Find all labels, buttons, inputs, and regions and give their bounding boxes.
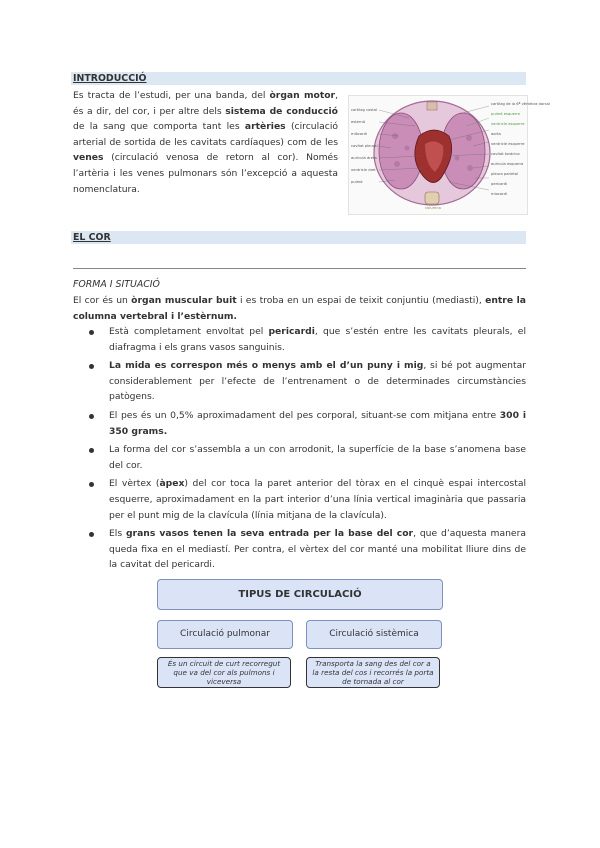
figure-label: pulmó xyxy=(351,180,363,184)
figure-label: pericardi xyxy=(491,182,508,186)
figure-label: columna xyxy=(425,206,441,210)
bullet-icon xyxy=(89,364,94,369)
figure-label: cavitat pleural xyxy=(351,144,378,148)
list-item: Està completament envoltat pel pericardi, que s’estén entre les cavitats pleurals, el diafragma i els grans vasos sanguinis. xyxy=(73,324,526,355)
list-item: La forma del cor s’assembla a un con arrodonit, la superfície de la base s’anomena base del cor. xyxy=(73,442,526,473)
pulmonary-description-box: És un circuit de curt recorregut que va del cor als pulmons i viceversa xyxy=(157,657,291,688)
section-bar-intro xyxy=(71,72,526,85)
systemic-circulation-box: Circulació sistèmica xyxy=(306,620,442,649)
bullet-icon xyxy=(89,448,94,453)
figure-label: miòcardi xyxy=(351,132,367,136)
bullet-icon xyxy=(89,330,94,335)
section-heading-cor: EL COR xyxy=(73,232,111,243)
figure-label: pleura parietal xyxy=(491,172,519,176)
figure-label: ventricle dret xyxy=(351,168,376,172)
heart-cross-section-figure xyxy=(348,95,550,215)
figure-label: aurícula dreta xyxy=(351,156,377,160)
figure-label: pulmó esquerre xyxy=(491,112,521,116)
intro-paragraph: Es tracta de l’estudi, per una banda, del òrgan motor, és a dir, del cor, i per altre dels sistema de conducció de la sang que comporta tant les artèries (circulació arterial de sortida de les cavitats cardíaques) com de les venes (circulació venosa de retorn al cor). Només l’artèria i les venes pulmonars són l’excepció a aquesta nomenclatura. xyxy=(73,90,338,195)
bullet-list xyxy=(73,324,526,576)
figure-label: ventricle esquerre xyxy=(491,122,525,126)
bullet-icon xyxy=(89,532,94,537)
bullet-icon xyxy=(89,414,94,419)
figure-label: miocardi xyxy=(491,192,507,196)
figure-label: aurícula esquerra xyxy=(491,162,524,166)
systemic-description-box: Transporta la sang des del cor a la resta del cos i recorrés la porta de tornada al cor xyxy=(306,657,440,688)
cor-intro-paragraph: El cor és un òrgan muscular buit i es troba en un espai de teixit conjuntiu (mediasti), entre la columna vertebral i l’estèrnum. xyxy=(73,295,526,322)
divider xyxy=(73,268,526,269)
figure-label: esternó xyxy=(351,120,365,124)
list-item: La mida es correspon més o menys amb el d’un puny i mig, si bé pot augmentar considerablement per l’efecte de l’entrenament o de determinades circumstàncies patògens. xyxy=(73,358,526,405)
list-item: El vèrtex (àpex) del cor toca la paret anterior del tòrax en el cinquè espai intercostal esquerre, aproximadament en la part interior d’una línia vertical imaginària que passaria per el punt mig de la clavícula (línia mitjana de la clavícula). xyxy=(73,476,526,523)
diagram-title-box: TIPUS DE CIRCULACIÓ xyxy=(157,579,443,610)
section-bar-cor xyxy=(71,231,526,244)
pulmonary-circulation-box: Circulació pulmonar xyxy=(157,620,293,649)
figure-label: cartílag de la 6ª vèrtebra dorsal xyxy=(491,102,550,106)
section-heading-intro: INTRODUCCIÓ xyxy=(73,73,147,84)
list-item: Els grans vasos tenen la seva entrada per la base del cor, que d’aquesta manera queda fixa en el mediastí. Per contra, el vèrtex del cor manté una mobilitat lliure dins de la cavitat del pericardi. xyxy=(73,526,526,573)
figure-label: ventricle esquerre xyxy=(491,142,525,146)
bullet-icon xyxy=(89,482,94,487)
figure-label: aorta xyxy=(491,132,501,136)
subheading-forma: FORMA I SITUACIÓ xyxy=(73,279,160,290)
figure-label: cartílag costal xyxy=(351,108,378,112)
figure-label: cavitat torácica xyxy=(491,152,520,156)
list-item: El pes és un 0,5% aproximadament del pes corporal, situant-se com mitjana entre 300 i 350 grams. xyxy=(73,408,526,439)
